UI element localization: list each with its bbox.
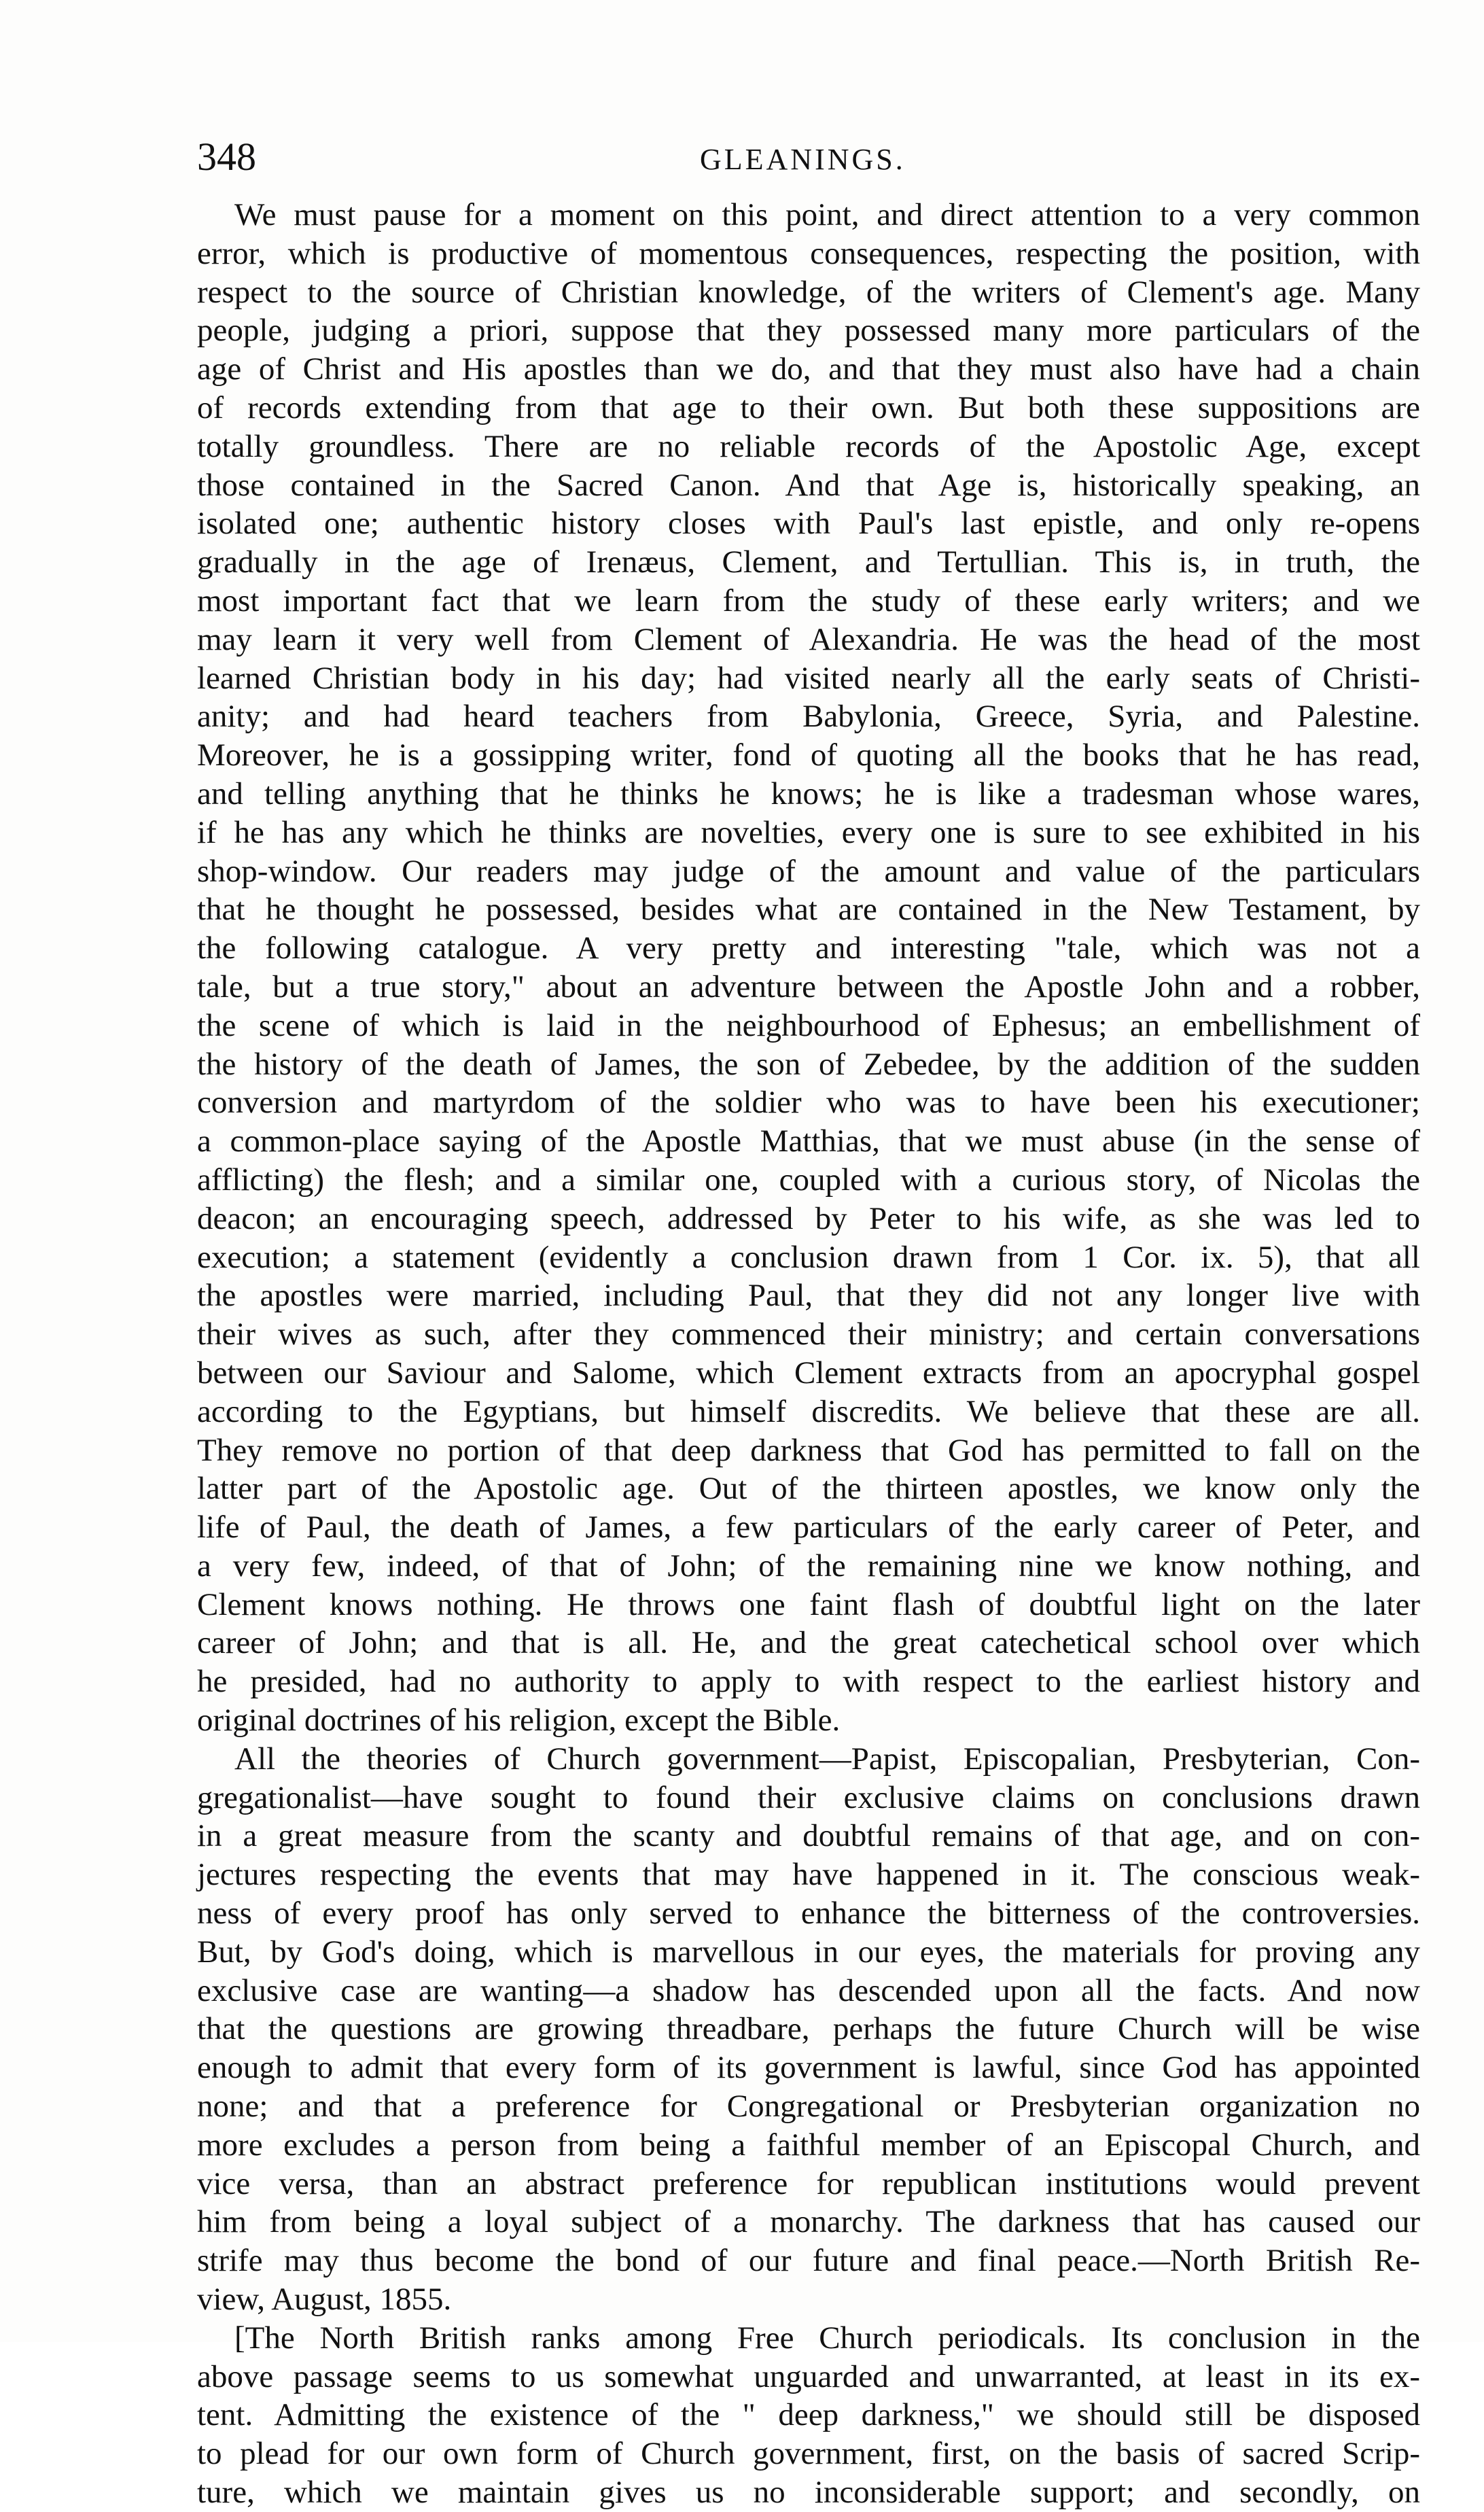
running-head <box>197 133 1420 188</box>
text-line: strife may thus become the bond of our future and final peace.—North British Re- <box>197 2243 1420 2279</box>
text-line: above passage seems to us somewhat unguarded and unwarranted, at least in its ex- <box>197 2358 1420 2394</box>
text-line: gradually in the age of Irenæus, Clement, and Tertullian. This is, in truth, the <box>197 544 1420 580</box>
text-line: a very few, indeed, of that of John; of the remaining nine we know nothing, and <box>197 1548 1420 1584</box>
text-line: They remove no portion of that deep darkness that God has permitted to fall on the <box>197 1432 1420 1468</box>
text-line: the apostles were married, including Paul, that they did not any longer live with <box>197 1278 1420 1314</box>
text-line: the history of the death of James, the son of Zebedee, by the addition of the sudden <box>197 1046 1420 1082</box>
text-line: age of Christ and His apostles than we do, and that they must also have had a chain <box>197 351 1420 387</box>
paragraph-2 <box>197 1740 1420 2319</box>
text-line: isolated one; authentic history closes with Paul's last epistle, and only re-opens <box>197 506 1420 542</box>
running-title: GLEANINGS. <box>700 143 906 176</box>
text-line: afflicting) the flesh; and a similar one, coupled with a curious story, of Nicolas the <box>197 1162 1420 1198</box>
text-line: according to the Egyptians, but himself discredits. We believe that these are all. <box>197 1393 1420 1429</box>
text-line: execution; a statement (evidently a conclusion drawn from 1 Cor. ix. 5), that all <box>197 1239 1420 1275</box>
text-line: But, by God's doing, which is marvellous in our eyes, the materials for proving any <box>197 1934 1420 1970</box>
text-line: tent. Admitting the existence of the " deep darkness," we should still be disposed <box>197 2397 1420 2433</box>
text-line: people, judging a priori, suppose that they possessed many more particulars of the <box>197 313 1420 349</box>
text-line: him from being a loyal subject of a monarchy. The darkness that has caused our <box>197 2204 1420 2240</box>
text-line: life of Paul, the death of James, a few particulars of the early career of Peter, and <box>197 1510 1420 1546</box>
text-line: vice versa, than an abstract preference for republican institutions would prevent <box>197 2165 1420 2201</box>
text-line: exclusive case are wanting—a shadow has descended upon all the facts. And now <box>197 1972 1420 2008</box>
text-line: ture, which we maintain gives us no inconsiderable support; and secondly, on <box>197 2475 1420 2511</box>
text-line: most important fact that we learn from the study of these early writers; and we <box>197 582 1420 618</box>
text-line: the following catalogue. A very pretty and interesting "tale, which was not a <box>197 930 1420 966</box>
text-line: Clement knows nothing. He throws one faint flash of doubtful light on the later <box>197 1586 1420 1622</box>
text-line: original doctrines of his religion, except the Bible. <box>197 1703 841 1739</box>
text-line: jectures respecting the events that may have happened in it. The conscious weak- <box>197 1857 1420 1893</box>
text-line: that he thought he possessed, besides what are contained in the New Testament, by <box>197 892 1420 928</box>
text-line: the scene of which is laid in the neighbourhood of Ephesus; an embellishment of <box>197 1007 1420 1043</box>
text-line: totally groundless. There are no reliable records of the Apostolic Age, except <box>197 428 1420 464</box>
text-line: between our Saviour and Salome, which Clement extracts from an apocryphal gospel <box>197 1355 1420 1391</box>
paragraph-1 <box>197 196 1420 1740</box>
text-line: shop-window. Our readers may judge of the amount and value of the particulars <box>197 853 1420 889</box>
text-line: learned Christian body in his day; had visited nearly all the early seats of Christi- <box>197 660 1420 696</box>
text-line: to plead for our own form of Church government, first, on the basis of sacred Scrip- <box>197 2436 1420 2472</box>
text-line: view, August, 1855. <box>197 2282 452 2318</box>
text-line: gregationalist—have sought to found their exclusive claims on conclusions drawn <box>197 1779 1420 1815</box>
text-line: their wives as such, after they commenced their ministry; and certain conversations <box>197 1316 1420 1353</box>
text-line: that the questions are growing threadbare, perhaps the future Church will be wise <box>197 2011 1420 2047</box>
page-number: 348 <box>197 135 256 179</box>
text-line: and telling anything that he thinks he knows; he is like a tradesman whose wares, <box>197 775 1420 812</box>
text-line: those contained in the Sacred Canon. And that Age is, historically speaking, an <box>197 467 1420 503</box>
text-line: error, which is productive of momentous consequences, respecting the position, with <box>197 235 1420 271</box>
text-line: All the theories of Church government—Papist, Episcopalian, Presbyterian, Con- <box>234 1741 1420 1777</box>
text-line: Moreover, he is a gossipping writer, fond of quoting all the books that he has read, <box>197 737 1420 773</box>
text-line: may learn it very well from Clement of Alexandria. He was the head of the most <box>197 621 1420 657</box>
text-line: ness of every proof has only served to enhance the bitterness of the controversies. <box>197 1896 1420 1932</box>
text-line: career of John; and that is all. He, and the great catechetical school over which <box>197 1625 1420 1661</box>
text-line: none; and that a preference for Congregational or Presbyterian organization no <box>197 2089 1420 2125</box>
text-line: if he has any which he thinks are novelties, every one is sure to see exhibited in his <box>197 814 1420 850</box>
text-line: We must pause for a moment on this point, and direct attention to a very common <box>234 197 1420 232</box>
text-line: in a great measure from the scanty and doubtful remains of that age, and on con- <box>197 1818 1420 1854</box>
text-line: a common-place saying of the Apostle Matthias, that we must abuse (in the sense of <box>197 1123 1420 1159</box>
text-line: deacon; an encouraging speech, addressed by Peter to his wife, as she was led to <box>197 1200 1420 1236</box>
text-line: anity; and had heard teachers from Babylonia, Greece, Syria, and Palestine. <box>197 699 1420 735</box>
text-line: enough to admit that every form of its government is lawful, since God has appointed <box>197 2050 1420 2086</box>
text-line: latter part of the Apostolic age. Out of the thirteen apostles, we know only the <box>197 1471 1420 1507</box>
text-line: [The North British ranks among Free Church periodicals. Its conclusion in the <box>234 2320 1420 2356</box>
text-line: respect to the source of Christian knowledge, of the writers of Clement's age. Many <box>197 274 1420 310</box>
text-line: tale, but a true story," about an adventure between the Apostle John and a robber, <box>197 969 1420 1005</box>
text-line: he presided, had no authority to apply to with respect to the earliest history and <box>197 1664 1420 1700</box>
text-line: more excludes a person from being a faithful member of an Episcopal Church, and <box>197 2127 1420 2163</box>
text-line: conversion and martyrdom of the soldier who was to have been his executioner; <box>197 1085 1420 1121</box>
text-line: of records extending from that age to their own. But both these suppositions are <box>197 389 1420 425</box>
paragraph-3 <box>197 2319 1420 2512</box>
body-text <box>197 196 1420 2512</box>
